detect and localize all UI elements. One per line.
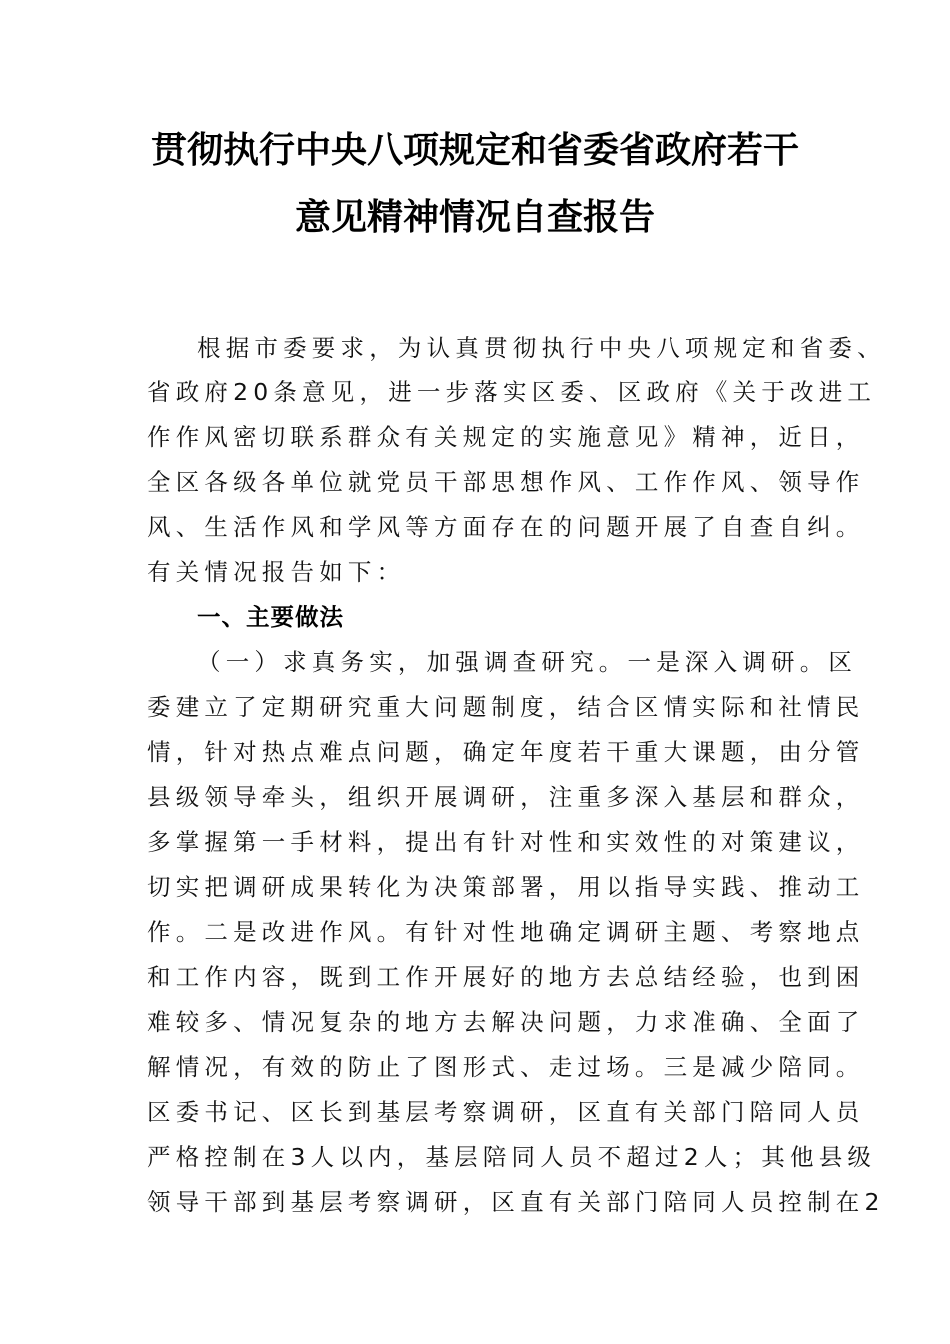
section-paragraph-line: 切实把调研成果转化为决策部署，用以指导实践、推动工 bbox=[147, 873, 865, 901]
document-title-line-1: 贯彻执行中央八项规定和省委省政府若干 bbox=[150, 129, 799, 171]
section-paragraph-line: 难较多、情况复杂的地方去解决问题，力求准确、全面了 bbox=[147, 1008, 865, 1036]
section-paragraph-line: 多掌握第一手材料，提出有针对性和实效性的对策建议， bbox=[147, 828, 865, 856]
section-paragraph-line: 委建立了定期研究重大问题制度，结合区情实际和社情民 bbox=[147, 693, 865, 721]
section-paragraph-line: 和工作内容，既到工作开展好的地方去总结经验，也到困 bbox=[147, 963, 865, 991]
section-paragraph-line: （一）求真务实，加强调查研究。一是深入调研。区 bbox=[197, 648, 858, 676]
section-paragraph-line: 严格控制在3人以内，基层陪同人员不超过2人；其他县级 bbox=[147, 1143, 877, 1171]
intro-paragraph-line: 省政府20条意见，进一步落实区委、区政府《关于改进工 bbox=[147, 378, 877, 406]
intro-paragraph-line: 风、生活作风和学风等方面存在的问题开展了自查自纠。 bbox=[147, 513, 865, 541]
intro-paragraph-line: 有关情况报告如下： bbox=[147, 558, 406, 586]
section-paragraph-line: 解情况，有效的防止了图形式、走过场。三是减少陪同。 bbox=[147, 1053, 865, 1081]
section-heading: 一、主要做法 bbox=[197, 603, 344, 631]
section-paragraph-line: 区委书记、区长到基层考察调研，区直有关部门陪同人员 bbox=[147, 1098, 865, 1126]
intro-paragraph-line: 根据市委要求，为认真贯彻执行中央八项规定和省委、 bbox=[197, 334, 886, 362]
section-paragraph-line: 作。二是改进作风。有针对性地确定调研主题、考察地点 bbox=[147, 918, 865, 946]
section-paragraph-line: 县级领导牵头，组织开展调研，注重多深入基层和群众， bbox=[147, 783, 865, 811]
section-paragraph-line: 情，针对热点难点问题，确定年度若干重大课题，由分管 bbox=[147, 738, 865, 766]
section-paragraph-line: 领导干部到基层考察调研，区直有关部门陪同人员控制在2 bbox=[147, 1188, 885, 1216]
intro-paragraph-line: 作作风密切联系群众有关规定的实施意见》精神，近日， bbox=[147, 423, 865, 451]
intro-paragraph-line: 全区各级各单位就党员干部思想作风、工作作风、领导作 bbox=[147, 468, 865, 496]
document-title-line-2: 意见精神情况自查报告 bbox=[294, 196, 655, 238]
